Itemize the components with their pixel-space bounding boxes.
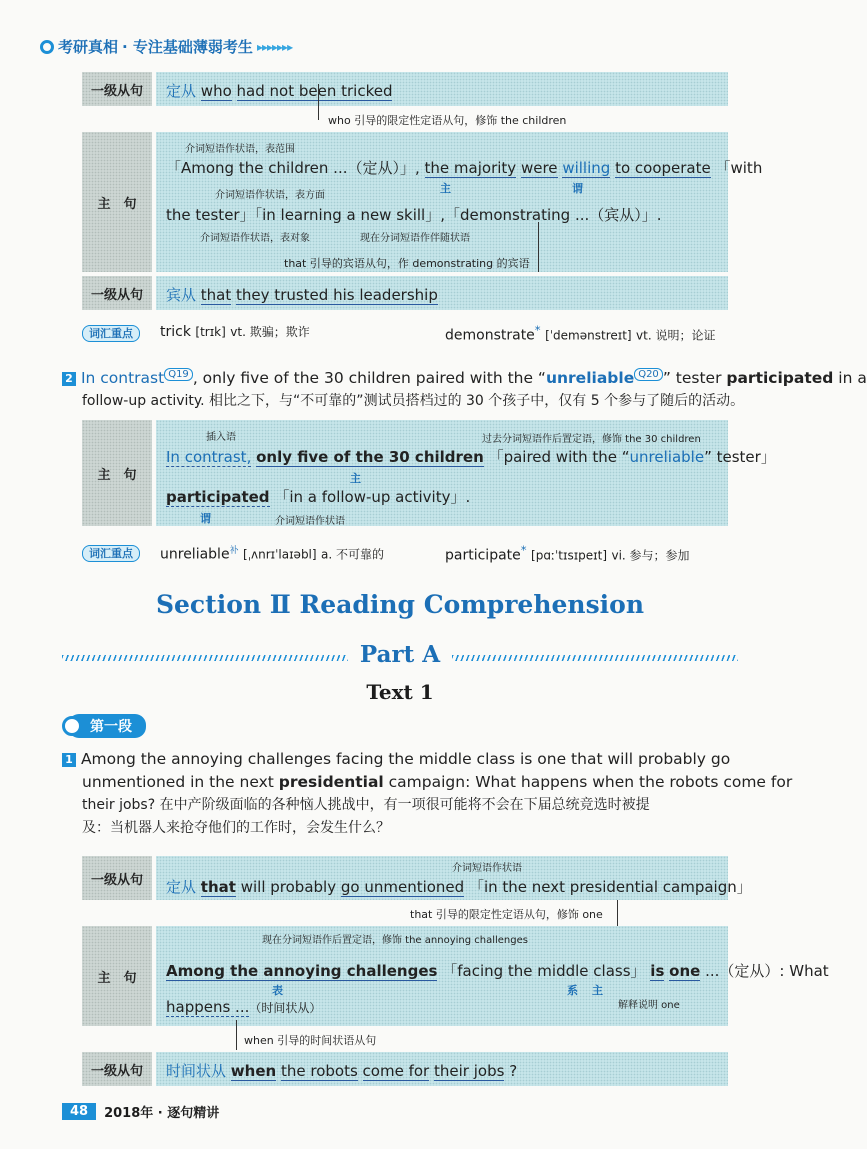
annotation: 介词短语作状语，表范围 bbox=[185, 144, 295, 155]
brand: 考研真相 bbox=[58, 38, 119, 56]
annotation: 过去分词短语作后置定语，修饰 the 30 children bbox=[482, 434, 701, 445]
tagline: · 专注基础薄弱考生 bbox=[122, 38, 253, 56]
role-linking-verb: 系 bbox=[567, 984, 578, 997]
clause-text: 定从 that will probably go unmentioned 「in the next presidential campaign」 bbox=[166, 878, 752, 896]
vocab-item: demonstrate* [ˈdemənstreɪt] vt. 说明；论证 bbox=[445, 323, 716, 344]
clause-note: who 引导的限定性定语从句，修饰 the children bbox=[328, 114, 567, 127]
vocab-item: trick [trɪk] vt. 欺骗；欺诈 bbox=[160, 324, 310, 340]
clause-note: that 引导的限定性定语从句，修饰 one bbox=[410, 908, 603, 921]
connector-line bbox=[236, 1020, 237, 1050]
sentence-line: participated 「in a follow-up activity」. bbox=[166, 488, 471, 506]
sentence-line: In contrast, only five of the 30 children 「paired with the “unreliable” tester」 bbox=[166, 448, 776, 466]
vocab-row bbox=[82, 542, 140, 561]
vocab-tag: 词汇重点 bbox=[82, 325, 140, 342]
clause-level-label: 一级从句 bbox=[82, 856, 152, 900]
sentence-line: 「Among the children ...（定从）」, the majority were willing to cooperate 「with bbox=[166, 159, 763, 177]
main-clause-label: 主 句 bbox=[82, 926, 152, 1026]
role-predicative: 表 bbox=[272, 984, 283, 997]
clause-level-label: 一级从句 bbox=[82, 1052, 152, 1086]
search-q-icon bbox=[62, 716, 82, 736]
role-subject: 主 bbox=[592, 984, 603, 997]
role-subject: 主 bbox=[350, 472, 361, 485]
sentence-line: happens ...（时间状从） bbox=[166, 998, 322, 1016]
text-title: Text 1 bbox=[366, 680, 434, 704]
clause-level-label: 一级从句 bbox=[82, 72, 152, 106]
vocab-item: participate* [pɑːˈtɪsɪpeɪt] vi. 参与；参加 bbox=[445, 543, 690, 564]
page-number: 48 bbox=[62, 1103, 96, 1120]
hatch-decoration bbox=[452, 655, 738, 661]
role-predicate: 谓 bbox=[572, 182, 583, 195]
clause-text: 定从 who had not been tricked bbox=[166, 82, 393, 100]
clause-level-label: 一级从句 bbox=[82, 276, 152, 310]
main-clause-label: 主 句 bbox=[82, 420, 152, 526]
role-subject: 主 bbox=[440, 182, 451, 195]
annotation: 介词短语作状语，表对象 bbox=[200, 233, 310, 244]
paragraph-pill: 第一段 bbox=[62, 714, 146, 738]
sentence-line: the tester」「in learning a new skill」,「demonstrating ...（宾从）」. bbox=[166, 206, 662, 224]
vocab-item: unreliable$^补$ [ˌʌnrɪˈlaɪəbl] a. 不可靠的 bbox=[160, 546, 385, 563]
connector-line bbox=[538, 222, 539, 272]
section-title: Section Ⅱ Reading Comprehension bbox=[155, 590, 645, 619]
annotation: 介词短语作状语 bbox=[452, 863, 522, 874]
annotation: 解释说明 one bbox=[618, 1000, 680, 1011]
paragraph-2: 2 In contrast $^{Q19}$ , only five of the 30 children paired with the “unreliable $^{Q20}$ ” tester participated in a follow-up activity. 相比之下，与“不可靠的”测试员搭档过的 30 个孩子中，仅有 5 个参与了随后的活动。 bbox=[62, 363, 742, 413]
clause-text: 时间状从 when the robots come for their jobs ? bbox=[166, 1062, 518, 1080]
annotation: 介词短语作状语，表方面 bbox=[215, 190, 325, 201]
arrows-decoration: ▸▸▸▸▸▸▸ bbox=[256, 39, 293, 54]
annotation: 现在分词短语作后置定语，修饰 the annoying challenges bbox=[262, 935, 528, 946]
vocab-tag: 词汇重点 bbox=[82, 545, 140, 562]
paragraph-1: 1 Among the annoying challenges facing the middle class is one that will probably go unmentioned in the next presidential campaign: What happens when the robots come for their jobs? 在中产阶级面临的各种恼人挑战中，有一项很可能将不会在下届总统竞选时被提 及：当机器人来抢夺他们的工作时，会发生什么？ bbox=[62, 748, 752, 840]
clause-note: that 引导的宾语从句，作 demonstrating 的宾语 bbox=[284, 257, 530, 270]
page-header bbox=[40, 36, 292, 57]
search-q-icon bbox=[40, 40, 54, 54]
footer-title: 2018年 · 逐句精讲 bbox=[104, 1106, 220, 1121]
page-footer bbox=[62, 1102, 219, 1121]
vocab-row bbox=[82, 322, 140, 341]
clause-note: when 引导的时间状语从句 bbox=[244, 1034, 377, 1047]
connector-line bbox=[318, 84, 319, 120]
annotation: 现在分词短语作伴随状语 bbox=[360, 233, 470, 244]
hatch-decoration bbox=[62, 655, 348, 661]
part-title: Part A bbox=[359, 641, 441, 668]
role-predicate: 谓 bbox=[200, 512, 211, 525]
sentence-line: Among the annoying challenges 「facing the middle class」 is one ...（定从）: What bbox=[166, 962, 829, 980]
annotation: 插入语 bbox=[206, 432, 236, 443]
main-clause-label: 主 句 bbox=[82, 132, 152, 272]
clause-text: 宾从 that they trusted his leadership bbox=[166, 286, 438, 304]
annotation: 介词短语作状语 bbox=[275, 516, 345, 527]
